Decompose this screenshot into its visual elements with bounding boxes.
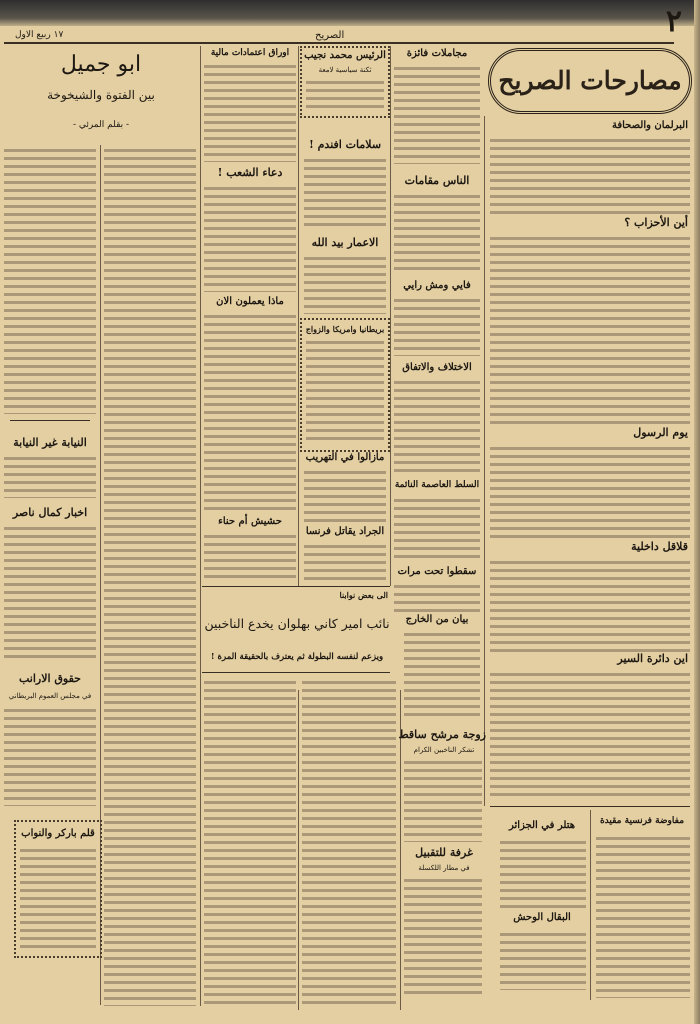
scan-edge (0, 0, 700, 26)
article-body (394, 64, 480, 164)
headline: مازالوا في التهريب (305, 452, 385, 463)
headline: غرفة للتقبيل (415, 846, 473, 859)
headline: حقوق الارانب (19, 672, 81, 685)
column-divider (298, 690, 299, 1010)
section-heading: قلاقل داخلية (631, 540, 688, 553)
article-body (596, 834, 690, 998)
headline: البقال الوحش (513, 912, 571, 923)
article-body (394, 582, 480, 612)
headline: الاعمار بيد الله (311, 236, 379, 249)
headline: سقطوا تحت مرات (397, 566, 477, 577)
headline: السلط العاصمة النائمة (394, 480, 480, 490)
headline: اخبار كمال ناصر (12, 506, 88, 519)
headline: الاختلاف والاتفاق (402, 362, 472, 373)
feature-subtitle: بين الفتوة والشيخوخة (47, 88, 155, 102)
feature-byline: - بقلم المرئي - (72, 120, 130, 130)
article-body (490, 234, 690, 424)
article-body (490, 670, 690, 800)
headline: فايي ومش رايي (403, 280, 471, 291)
banner-title: نائب امير كاني بهلوان يخدع الناخبين (204, 616, 390, 631)
headline: النيابة غير النيابة (13, 436, 87, 449)
article-body (490, 136, 690, 218)
column-divider (390, 46, 391, 586)
headline: قلم باركر والنواب (21, 828, 95, 839)
headline: سلامات افندم ! (308, 138, 382, 151)
section-rule (490, 806, 690, 807)
headline: مفاوضة فرنسية مقيدة (599, 816, 685, 826)
article-body (306, 78, 384, 110)
article-body (204, 532, 296, 582)
article-body (304, 542, 386, 582)
masthead-subtitle: البرلمان والصحافة (611, 120, 688, 131)
banner-rule (202, 586, 390, 587)
banner-rule (202, 672, 390, 673)
banner-kicker: الى بعض نوابنا (339, 590, 388, 600)
article-body (394, 378, 480, 474)
masthead-logo (488, 48, 692, 114)
headline: بريطانيا وامريكا والزواج (305, 324, 385, 334)
article-body (490, 444, 690, 540)
article-body (500, 838, 586, 908)
article-body (404, 758, 482, 842)
article-body (404, 876, 482, 996)
article-body (204, 184, 296, 292)
section-rule (10, 420, 90, 421)
article-body (490, 558, 690, 652)
subheadline: تشكر الناخبين الكرام (413, 746, 475, 754)
article-body (20, 846, 96, 950)
headline: مجاملات فائزة (406, 48, 468, 59)
article-body (204, 62, 296, 162)
banner-subtitle: ويزعم لنفسه البطولة ثم يعترف بالحقيقة المرة ! (210, 652, 384, 662)
subheadline: ثكنة سياسية لامعة (318, 66, 372, 74)
subheadline: في مطار اللكسلة (418, 864, 470, 872)
column-divider (298, 46, 299, 586)
article-body (306, 338, 384, 442)
section-heading: يوم الرسول (633, 426, 688, 439)
article-body (4, 706, 96, 806)
page-number: ٢ (665, 4, 682, 39)
scan-page-edge (694, 0, 700, 1024)
article-body (204, 312, 296, 512)
headline: حشيش أم حناء (218, 516, 282, 527)
article-body (500, 930, 586, 990)
article-body (4, 146, 96, 414)
headline: ماذا يعملون الان (216, 296, 284, 307)
issue-date: ١٧ ربيع الاول (15, 30, 64, 40)
headline: الرئيس محمد نجيب (304, 50, 386, 61)
article-body (204, 678, 296, 1008)
article-body (394, 496, 480, 560)
article-body (302, 678, 396, 1008)
headline: بيان من الخارج (405, 614, 469, 625)
column-divider (590, 810, 591, 1000)
article-body (404, 630, 480, 718)
feature-title: ابو جميل (60, 52, 142, 77)
subheadline: في مجلس العموم البريطاني (8, 692, 92, 700)
article-body (304, 468, 386, 522)
masthead-logo-text: مصارحات الصريح (498, 66, 682, 95)
article-body (394, 296, 480, 356)
headline: هتلر في الجزائر (508, 820, 576, 831)
article-body (394, 192, 480, 274)
paper-name: الصريح (315, 30, 345, 41)
headline: الجراد يقاتل فرنسا (305, 526, 385, 537)
section-heading: اين دائرة السير (617, 652, 688, 665)
article-body (104, 146, 196, 1006)
header-rule (4, 42, 674, 44)
article-body (304, 156, 386, 230)
column-divider (484, 116, 485, 806)
article-body (4, 524, 96, 660)
headline: دعاء الشعب ! (217, 166, 283, 179)
headline: اوراق اعتمادات مالية (210, 48, 290, 58)
section-heading: أين الأحزاب ؟ (624, 216, 688, 229)
headline: زوجة مرشح ساقط (398, 728, 486, 741)
article-body (4, 454, 96, 498)
column-divider (200, 46, 201, 1006)
article-body (304, 254, 386, 314)
headline: الناس مقامات (404, 174, 470, 187)
